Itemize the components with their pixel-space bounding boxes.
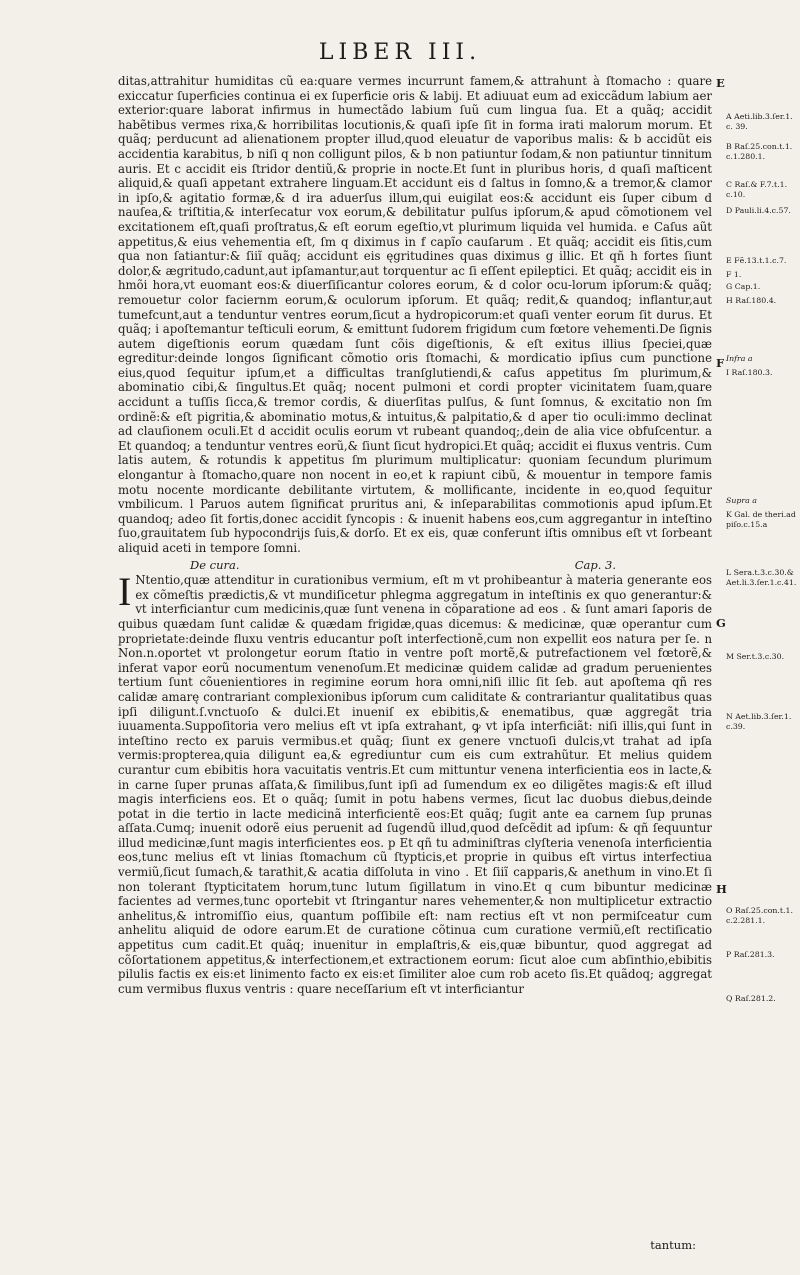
paragraph-cure-text: Ntentio,quæ attenditur in curationibus vermium, eſt m vt prohibeantur à materia generante eos ex cõmeſtis prædictis,& vt mundiſicetur phlegma aggregatum in inteſtinis ex quo generantur:& vt interficiantur cum medicinis,quæ ſunt venena in cõparatione ad eos . & ſunt amari ſaporis de quibus quædam ſunt calidæ & quædam frigidæ,quas dicemus: & medicinæ, quæ operantur cum proprietate:deinde fluxu ventris educantur poſt interfectionẽ,cum non expellit eos natura per ſe. n Non.n.oportet vt prolongetur eorum ſtatio in ventre poſt mortẽ,& putrefactionem vel fœtorẽ,& inferat vapor eorũ nocumentum venenoſum.Et medicinæ quidem calidæ ad gradum peruenientes tertium ſunt cõuenientiores in regimine eorum hora omni,niſi illic ſit ſeb. aut apoſtema qñ res calidæ amarę contrariant complexionibus ipſorum cum caliditate & contrariantur qualitatibus quas ipſi diligunt.ſ.vnctuoſo & dulci.Et inueniſ ex ebibitis,& enematibus, quæ aggregãt tria iuuamenta.Suppoſitoria vero melius eſt vt ipſa extrahant, ꝙ vt ipſa interficiãt: niſi illis,qui ſunt in inteſtino recto ex paruis vermibus.et quãq; ſiunt ex genere vnctuoſi dulcis,vt trahat ad ipſa vermis:propterea,quia diligunt ea,& egrediuntur cum eis cum extrahũtur. Et melius quidem curantur cum ebibitis hora vacuitatis ventris.Et cum mittuntur venena interficientia eos in lacte,& in carne ſuper prunas aſſata,& ſimilibus,ſunt ipſi ad ſumendum ex eo diligẽtes magis:& eſt illud magis interficiens eos. Et o quãq; ſumit in potu habens vermes, ſicut lac duobus diebus,deinde potat in die tertio in lacte medicinã interficientẽ eos:Et quãq; ſugit ante ea carnem ſup prunas aſſata.Cumq; inuenit odorẽ eius peruenit ad ſugendũ illud,quod deſcẽdit ad ipſum: & qñ ſequuntur illud medicinæ,ſunt magis interficientes eos. p Et qñ tu adminiſtras clyſteria venenoſa interficientia eos,tunc melius eſt vt linias ſtomachum cũ ſtypticis,et proprie in quibus eſt virtus interfectiua vermiũ,ſicut ſumach,& tarathit,& acatia diſſoluta in vino . Et ſiiĩ capparis,& anethum in vino.Et ſi non tolerant ſtypticitatem horum,tunc lutum ſigillatum in vino.Et q cum bibuntur medicinæ facientes ad vermes,tunc oportebit vt ſtringantur nares vehementer,& non multiplicetur extractio anhelitus,& intromiſſio eius, quantum poſſibile eſt: nam rectius eſt vt non permiſceatur cum anhelitu aliquid de odore earum.Et de curatione cõtinua cum curatione vermiũ,eſt rectiſicatio appetitus cum cadit.Et quãq; inuenitur in emplaſtris,& eis,quæ bibuntur, quod aggregat ad cõſortationem appetitus,& interfectionem,et extractionem eorum: ſicut aloe cum abſinthio,ebibitis pilulis factis ex eis:et linimento facto ex eis:et ſimiliter aloe cum rob aceto ſis.Et quãdoq; aggregat cum vermibus fluxus ventris : quare neceſſarium eſt vt interficiantur	[118, 573, 712, 996]
chapter-number: Cap. 3.	[574, 557, 616, 572]
margin-note: A Aeti.lib.3.ſer.1. c. 39.	[726, 112, 793, 131]
margin-note: O Raſ.25.con.t.1. c.2.281.1.	[726, 906, 793, 925]
catchword: tantum:	[650, 1238, 696, 1252]
running-header: LIBER III.	[318, 40, 482, 65]
section-heading	[118, 558, 712, 573]
margin-note: C Raſ.& F.7.t.1. c.10.	[726, 180, 788, 199]
margin-note: H Raſ.180.4.	[726, 296, 777, 305]
margin-note: B Raſ.25.con.t.1. c.1.280.1.	[726, 142, 793, 161]
margin-note: K Gal. de theri.ad piſo.c.15.a	[726, 510, 796, 529]
paragraph-cure	[118, 569, 712, 996]
drop-capital: I	[118, 569, 132, 615]
margin-note: N Aet.lib.3.ſer.1. c.39.	[726, 712, 792, 731]
margin-note: M Ser.t.3.c.30.	[726, 652, 785, 661]
margin-note: Q Raſ.281.2.	[726, 994, 776, 1003]
margin-note: G Cap.1.	[726, 282, 761, 291]
edge-letter: F	[716, 356, 725, 370]
margin-note: L Sera.t.3.c.30.& Aet.li.3.ſer.1.c.41.	[726, 568, 797, 587]
margin-note: E Fẽ.13.t.1.c.7.	[726, 256, 787, 265]
main-text-column	[118, 74, 712, 996]
margin-note: Infra a	[726, 354, 753, 363]
margin-note: F 1.	[726, 270, 742, 279]
edge-letter: E	[716, 76, 725, 90]
margin-note: P Raſ.281.3.	[726, 950, 775, 959]
margin-note: Supra a	[726, 496, 757, 505]
paragraph-signs: ditas,attrahitur humiditas cũ ea:quare vermes incurrunt famem,& attrahunt à ſtomacho : quare exiccatur ſuperficies continua ei ex ſuperficie oris & labij. Et adiuuat eum ad exiccãdum labium aer exterior:quare laborat infirmus in humectãdo labium ſuũ cum lingua ſua. Et a quãq; accidit habẽtibus vermes rixa,& horribilitas locutionis,& quaſi ipſe ſit in forma irati malorum morum. Et quãq; perducunt ad alienationem propter illud,quod eleuatur de vaporibus malis: & b accidũt eis accidentia karabitus, b niſi q non colligunt pilos, & b non patiuntur ſodam,& non patiuntur tinnitum auris. Et c accidit eis ſtridor dentiũ,& proprie in nocte.Et ſunt in pluribus horis, d quaſi maſticent aliquid,& quaſi appetant extrahere linguam.Et accidunt eis d ſaltus in ſomno,& a tremor,& clamor in ipſo,& agitatio formæ,& d ira aduerſus illum,qui euigilat eos:& accidunt eis ſuper cibum d nauſea,& triſtitia,& interſecatur vox eorum,& debilitatur pulſus ipſorum,& apud cõmotionem vel excitationem eſt,quaſi proſtratus,& eſt eorum egeſtio,vt plurimum liquida vel humida. e Caſus aũt appetitus,& eius vehementia eſt, ſm q diximus in f capĩo cauſarum . Et quãq; accidit eis ſitis,cum qua non ſatiantur:& ſiiĩ quãq; accidunt eis ęgritudines quas diximus g illic. Et qñ h fortes ſiunt dolor,& ægritudo,cadunt,aut ipſamantur,aut torquentur ac ſi eſſent epileptici. Et quãq; accidit eis in hmõi hora,vt euomant eos:& diuerſiſicantur colores eorum, & d color ocu-lorum ipſorum:& quãq; remouetur color faciernm eorum,& oculorum ipſorum. Et quãq; redit,& quandoq; inflantur,aut tumefcunt,aut a tenduntur ventres eorum,ſicut a hydropicorum:et quaſi venter eorum ſit durus. Et quãq; i apoſtemantur teſticuli eorum, & emittunt ſudorem frigidum cum fœtore vehementi.De ſignis autem digeſtionis eorum quædam ſunt cõis digeſtionis, & eſt exitus illius ſpeciei,quæ egreditur:deinde longos ſignificant cõmotio oris ſtomachi, & mordicatio ipſius cum punctione eius,quod ſequitur ipſum,et a difficultas tranſglutiendi,& caſus appetitus ſm plurimum,& abominatio cibi,& ſingultus.Et quãq; nocent pulmoni et cordi propter vicinitatem ſuam,quare accidunt a tuſſis ſicca,& tremor cordis, & diuerſitas pulſus, & ſunt ſomnus, & excitatio non ſm ordinẽ:& eſt pigritia,& abominatio motus,& intuitus,& palpitatio,& d aper tio oculi:immo declinat ad clauſionem oculi.Et d accidit oculis eorum vt rubeant quandoq;,dein de alia vice obfuſcentur. a Et quandoq; a tenduntur ventres eorũ,& ſiunt ſicut hydropici.Et quãq; accidit ei fluxus ventris. Cum latis autem, & rotundis k appetitus ſm plurimum multiplicatur: quoniam ſecundum plurimum elongantur à ſtomacho,quare non nocent in eo,et k rapiunt cibũ, & mouentur in tempore famis motu nocente mordicante debilitante virtutem, & mollificante, incidente in eo,quod ſequitur vmbilicum. l Paruos autem ſignificat pruritus ani, & inſeparabilitas commotionis apud ipſum.Et quandoq; adeo ſit fortis,donec accidit ſyncopis : & inuenit habens eos,cum aggregantur in inteſtino ſuo,grauitatem ſub hypocondrijs ſuis,& dorſo. Et ex eis, quæ conferunt iſtis omnibus eſt vt ſorbeant aliquid aceti in tempore ſomni.	[118, 74, 712, 555]
section-title: De cura.	[190, 557, 240, 572]
edge-letter: G	[716, 616, 726, 630]
edge-letter: H	[716, 882, 727, 896]
margin-note: I Raſ.180.3.	[726, 368, 773, 377]
margin-note: D Pauli.li.4.c.57.	[726, 206, 791, 215]
